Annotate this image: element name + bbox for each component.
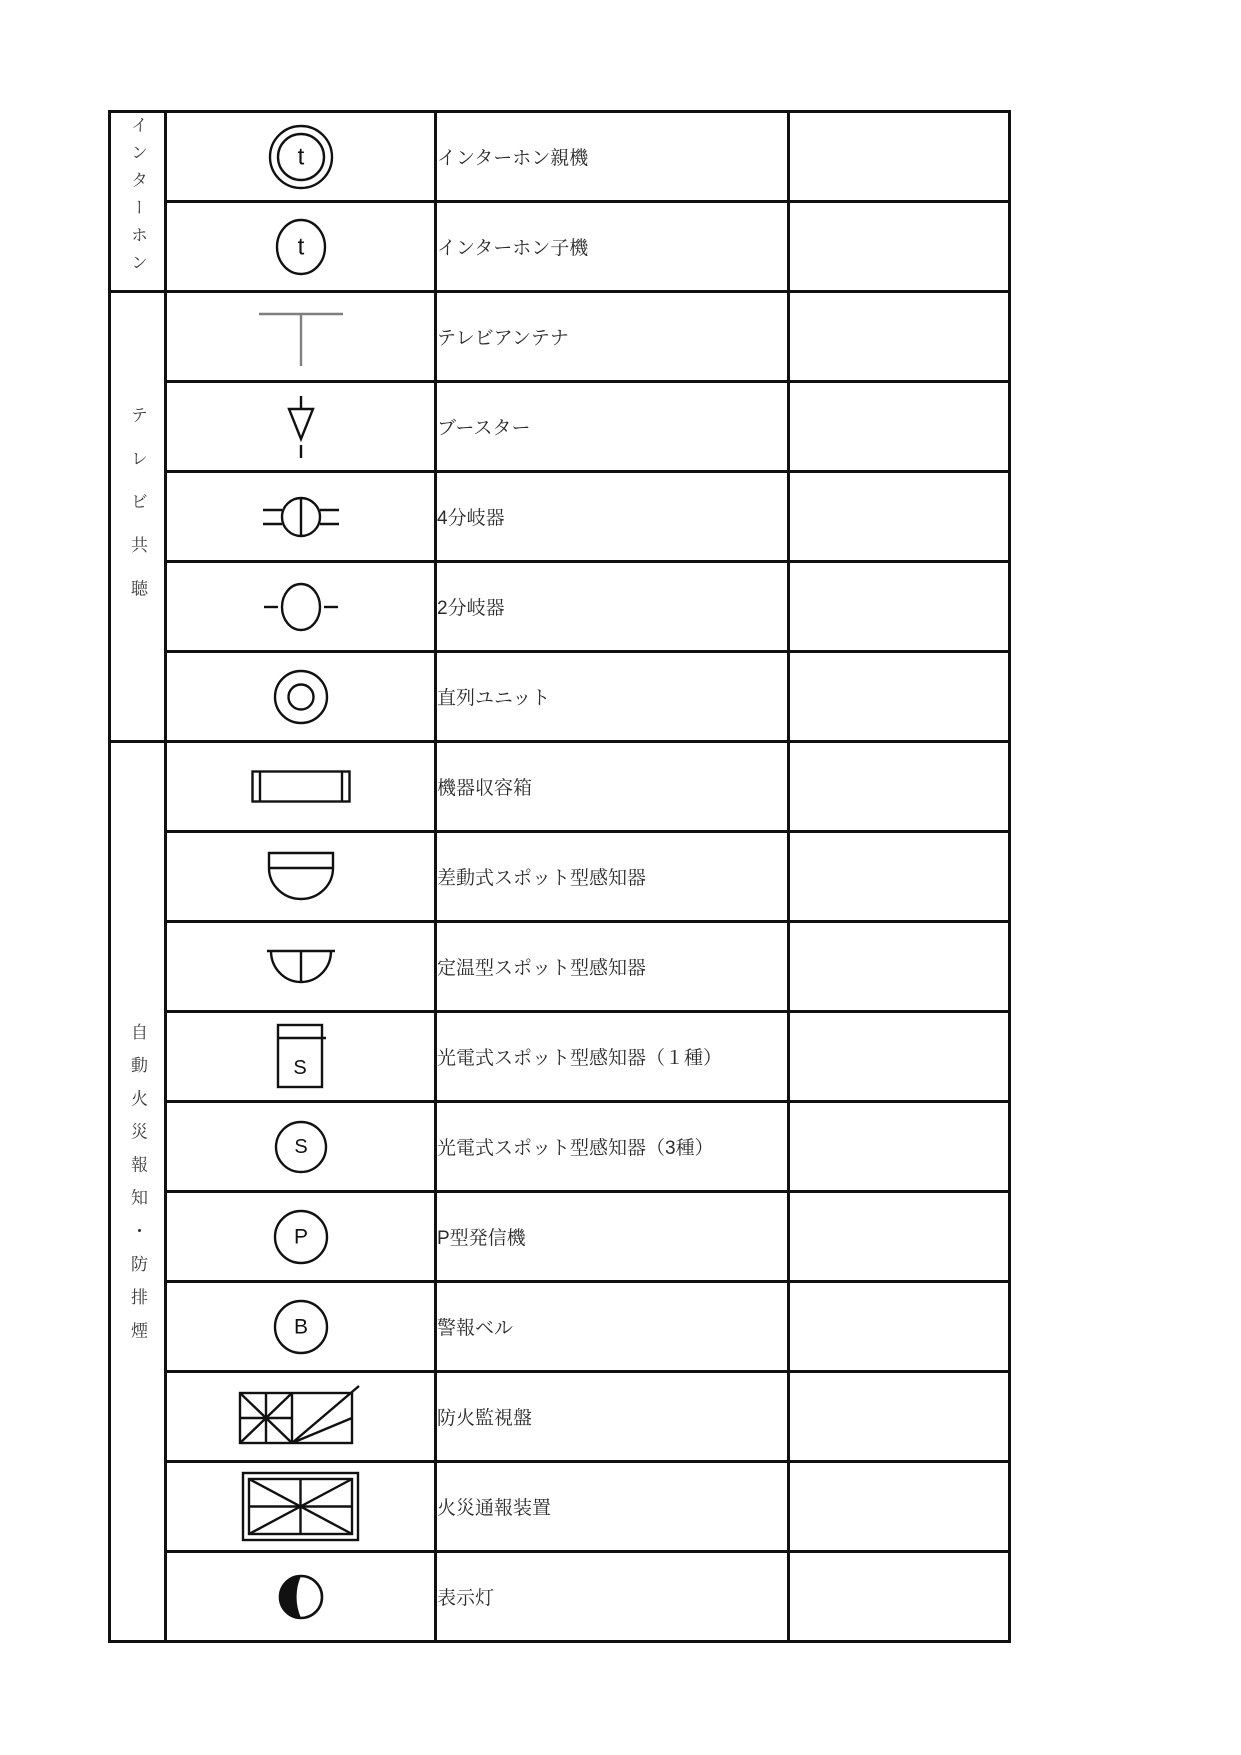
legend-row-intercom-master [110, 112, 1010, 202]
remarks-cell [789, 472, 1010, 562]
symbol-cell [166, 562, 436, 652]
category-cell-0 [110, 112, 166, 292]
legend-row-splitter-4 [110, 472, 1010, 562]
symbol-cell [166, 922, 436, 1012]
remarks-cell [789, 1102, 1010, 1192]
remarks-cell [789, 922, 1010, 1012]
svg-text:S: S [292, 1056, 307, 1079]
description-cell: 表示灯 [436, 1552, 789, 1642]
remarks-cell [789, 742, 1010, 832]
legend-row-intercom-sub [110, 202, 1010, 292]
symbol-cell [166, 832, 436, 922]
legend-table [108, 110, 1011, 1643]
remarks-cell [789, 652, 1010, 742]
remarks-cell [789, 1372, 1010, 1462]
equipment-box-symbol [251, 770, 351, 803]
remarks-cell [789, 562, 1010, 652]
description-cell: 火災通報装置 [436, 1462, 789, 1552]
category-label: テレビ共聴 [128, 405, 147, 623]
alarm-bell-symbol [272, 1298, 330, 1356]
fire-monitor-panel-symbol [238, 1385, 364, 1449]
legend-row-fire-report-device [110, 1462, 1010, 1552]
description-cell: ブースター [436, 382, 789, 472]
description-cell: 防火監視盤 [436, 1372, 789, 1462]
symbol-cell [166, 1282, 436, 1372]
series-unit-symbol [272, 668, 330, 726]
legend-row-fixed-temp-spot-detector [110, 922, 1010, 1012]
legend-row-tv-antenna [110, 292, 1010, 382]
fire-report-device-symbol [241, 1471, 361, 1543]
symbol-cell [166, 1462, 436, 1552]
remarks-cell [789, 292, 1010, 382]
symbol-cell [166, 292, 436, 382]
svg-text:B: B [293, 1315, 308, 1338]
symbol-cell [166, 1552, 436, 1642]
remarks-cell [789, 112, 1010, 202]
svg-text:t: t [297, 143, 304, 170]
description-cell: インターホン子機 [436, 202, 789, 292]
legend-row-photoelectric-spot-detector-1 [110, 1012, 1010, 1102]
remarks-cell [789, 1552, 1010, 1642]
symbol-cell [166, 202, 436, 292]
legend-row-series-unit [110, 652, 1010, 742]
remarks-cell [789, 1192, 1010, 1282]
category-label: インターホン [128, 116, 147, 282]
booster-symbol [281, 395, 321, 459]
description-cell: 差動式スポット型感知器 [436, 832, 789, 922]
remarks-cell [789, 832, 1010, 922]
category-label: 自動火災報知・防排煙 [128, 1023, 147, 1355]
legend-row-equipment-box [110, 742, 1010, 832]
legend-row-alarm-bell [110, 1282, 1010, 1372]
symbol-cell [166, 112, 436, 202]
remarks-cell [789, 202, 1010, 292]
description-cell: 4分岐器 [436, 472, 789, 562]
category-cell-1 [110, 292, 166, 742]
indicator-light-symbol [275, 1571, 327, 1623]
legend-row-fire-monitor-panel [110, 1372, 1010, 1462]
description-cell: 光電式スポット型感知器（3種） [436, 1102, 789, 1192]
remarks-cell [789, 1462, 1010, 1552]
intercom-master-symbol [266, 122, 336, 192]
symbol-cell [166, 382, 436, 472]
legend-row-differential-spot-detector [110, 832, 1010, 922]
splitter-4-symbol [261, 493, 341, 541]
svg-text:P: P [293, 1225, 308, 1248]
description-cell: P型発信機 [436, 1192, 789, 1282]
svg-text:t: t [297, 233, 304, 260]
splitter-2-symbol [260, 581, 342, 633]
remarks-cell [789, 382, 1010, 472]
description-cell: 機器収容箱 [436, 742, 789, 832]
description-cell: 2分岐器 [436, 562, 789, 652]
symbol-cell [166, 1192, 436, 1282]
description-cell: 警報ベル [436, 1282, 789, 1372]
description-cell: 定温型スポット型感知器 [436, 922, 789, 1012]
legend-row-p-type-transmitter [110, 1192, 1010, 1282]
p-type-transmitter-symbol [272, 1208, 330, 1266]
symbol-cell [166, 1012, 436, 1102]
intercom-sub-symbol [272, 215, 330, 279]
symbol-cell [166, 652, 436, 742]
photoelectric-spot-detector-1-symbol [274, 1023, 328, 1091]
category-cell-2 [110, 742, 166, 1642]
remarks-cell [789, 1282, 1010, 1372]
symbol-cell [166, 1102, 436, 1192]
description-cell: 直列ユニット [436, 652, 789, 742]
legend-row-indicator-light [110, 1552, 1010, 1642]
description-cell: インターホン親機 [436, 112, 789, 202]
symbol-cell [166, 742, 436, 832]
svg-text:S: S [293, 1135, 308, 1158]
description-cell: テレビアンテナ [436, 292, 789, 382]
legend-row-photoelectric-spot-detector-3 [110, 1102, 1010, 1192]
symbol-cell [166, 1372, 436, 1462]
fixed-temp-spot-detector-symbol [267, 948, 335, 986]
differential-spot-detector-symbol [267, 851, 335, 903]
tv-antenna-symbol [255, 306, 347, 368]
description-cell: 光電式スポット型感知器（１種） [436, 1012, 789, 1102]
legend-row-booster [110, 382, 1010, 472]
symbol-cell [166, 472, 436, 562]
photoelectric-spot-detector-3-symbol [273, 1119, 329, 1175]
legend-row-splitter-2 [110, 562, 1010, 652]
remarks-cell [789, 1012, 1010, 1102]
